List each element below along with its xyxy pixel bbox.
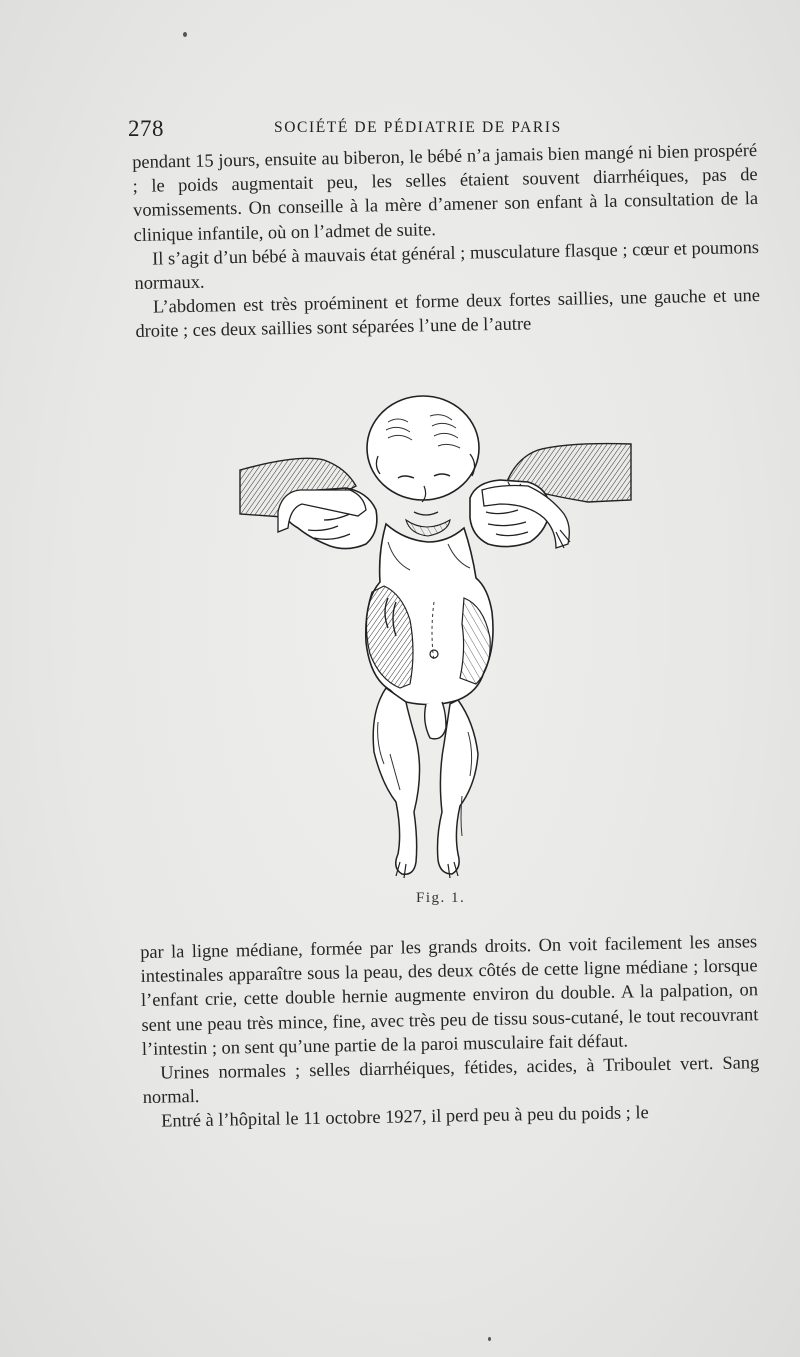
paragraph: Entré à l’hôpital le 11 octobre 1927, il perd peu à peu du poids ; le	[160, 1102, 649, 1132]
body-text-top	[132, 138, 761, 344]
infant-head	[367, 396, 479, 500]
infant-illustration	[238, 392, 633, 882]
journal-title: SOCIÉTÉ DE PÉDIATRIE DE PARIS	[274, 119, 562, 136]
page-number: 278	[128, 116, 164, 141]
paragraph: Urines normales ; selles diarrhéiques, fétides, acides, à Triboulet vert. Sang normal.	[142, 1052, 760, 1108]
infant-left-leg	[373, 688, 419, 874]
paragraph: par la ligne médiane, formée par les grands droits. On voit facilement les anses intestinales apparaître sous la peau, des deux côtés de cette ligne médiane ; lorsque l’enfant crie, cette double hernie augmente environ du double. A la palpation, on sent une peau très mince, fine, avec très peu de tissu sous-cutané, le tout recouvrant l’intestin ; on sent qu’une partie de la paroi musculaire fait défaut.	[140, 931, 759, 1059]
paragraph: pendant 15 jours, ensuite au biberon, le bébé n’a jamais bien mangé ni bien prospéré ; le poids augmentait peu, les selles étaient souvent diarrhéiques, pas de vomissements. On conseille à la mère d’amener son enfant à la consultation de la clinique infantile, où on l’admet de suite.	[132, 140, 759, 245]
figure-illustration	[238, 392, 633, 882]
body-text-bottom	[140, 929, 760, 1133]
ink-speck	[183, 32, 187, 37]
paragraph: Il s’agit d’un bébé à mauvais état général ; musculature flasque ; cœur et poumons normaux.	[134, 236, 760, 293]
paragraph: L’abdomen est très proéminent et forme deux fortes saillies, une gauche et une droite ; ces deux saillies sont séparées l’une de l’autre	[135, 285, 761, 342]
figure-caption: Fig. 1.	[416, 890, 466, 906]
ink-speck	[488, 1337, 491, 1341]
